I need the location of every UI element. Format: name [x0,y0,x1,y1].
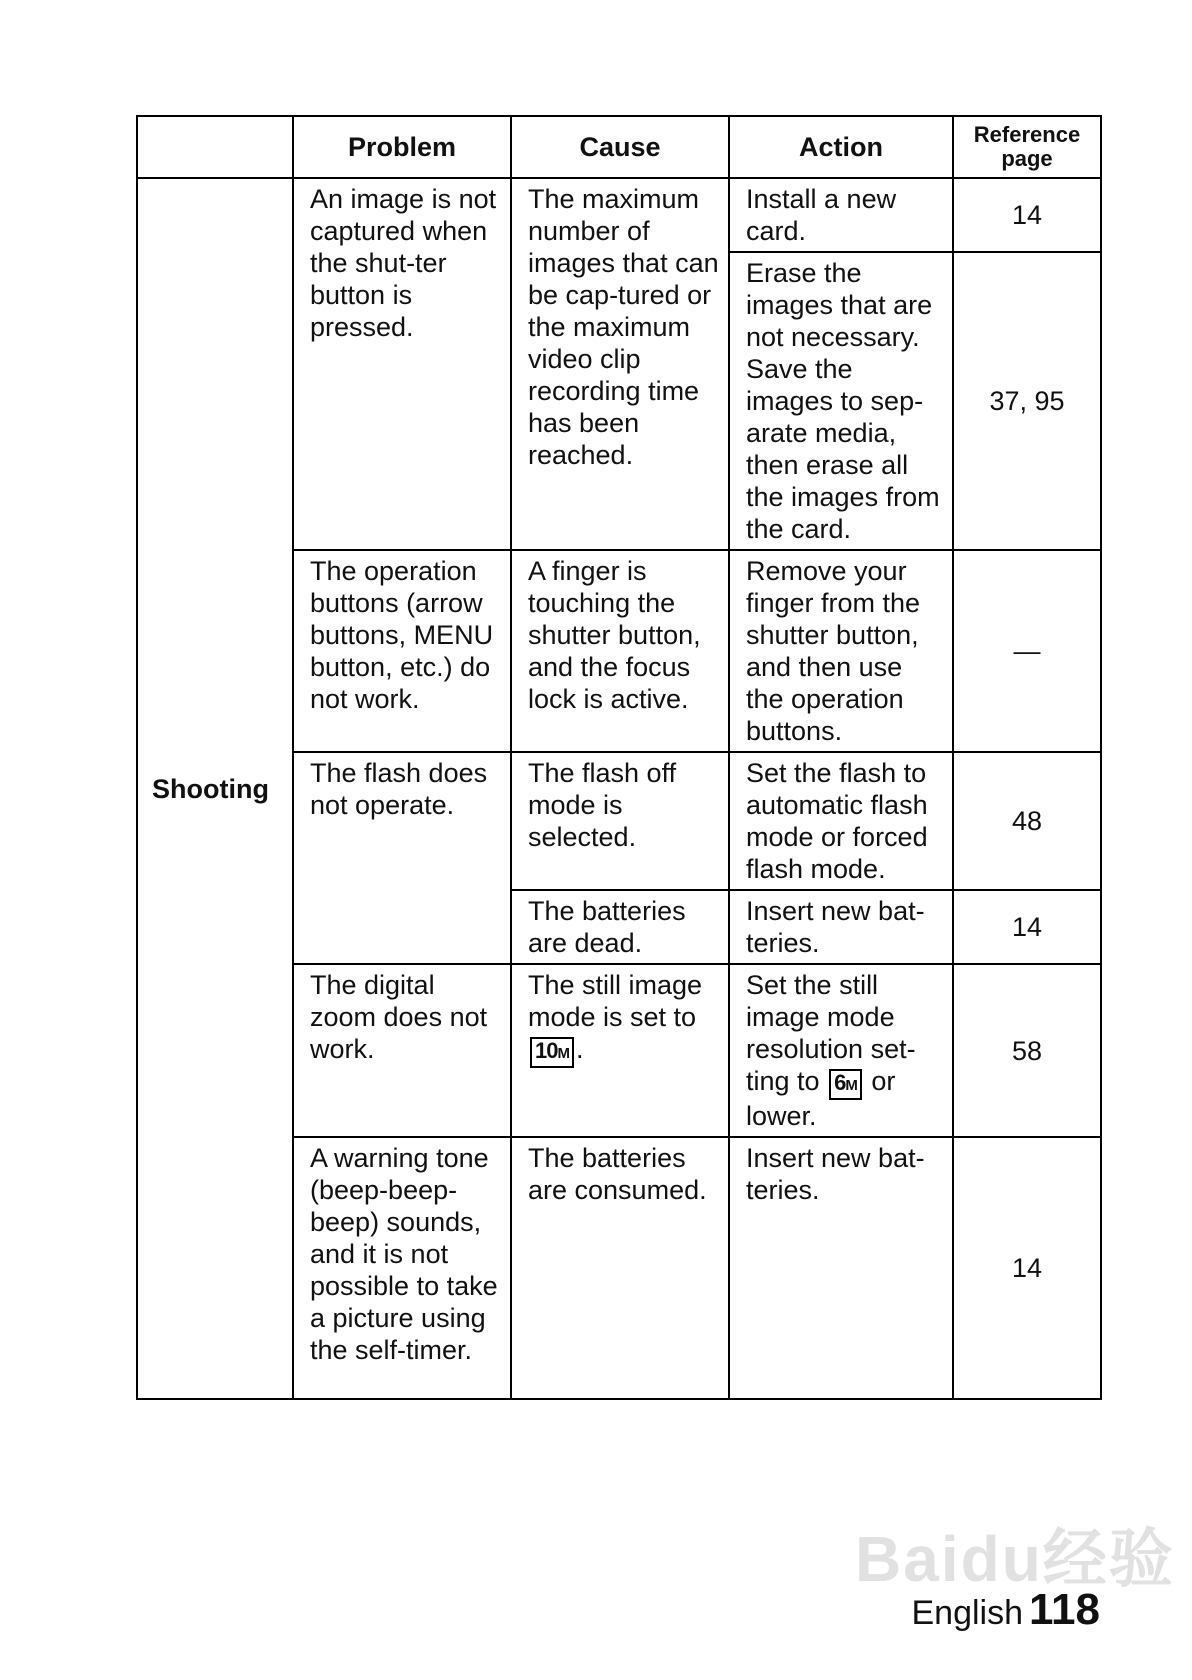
reference-page-cell: 48 [953,752,1101,890]
action-cell: Insert new bat-teries. [729,1137,953,1399]
reference-page-cell: 14 [953,890,1101,964]
problem-cell: The operation buttons (arrow buttons, MENU button, etc.) do not work. [293,550,511,752]
category-shooting: Shooting [137,178,293,1399]
cause-text: The still image mode is set to [528,970,703,1032]
action-cell: Insert new bat-teries. [729,890,953,964]
troubleshooting-table [136,115,1102,1400]
header-problem: Problem [293,116,511,178]
problem-cell: The flash does not operate. [293,752,511,964]
action-cell: Set the flash to automatic flash mode or forced flash mode. [729,752,953,890]
header-action: Action [729,116,953,178]
resolution-6m-icon [829,1069,862,1100]
header-reference-page: Reference page [953,116,1101,178]
table-header-row [137,116,1101,178]
action-text: Set the still image mode resolution set-ting to [746,970,916,1096]
page-number: 118 [1029,1585,1100,1634]
header-cause: Cause [511,116,729,178]
action-cell: Remove your finger from the shutter button, and then use the operation buttons. [729,550,953,752]
reference-page-cell: — [953,550,1101,752]
problem-cell: A warning tone (beep-beep-beep) sounds, and it is not possible to take a picture using the self-timer. [293,1137,511,1399]
reference-page-cell: 14 [953,178,1101,252]
footer-language: English [911,1594,1024,1632]
action-cell: Erase the images that are not necessary. Save the images to sep-arate media, then erase all the images from the card. [729,252,953,550]
badge-unit: M [557,1045,569,1062]
cause-cell: A finger is touching the shutter button, and the focus lock is active. [511,550,729,752]
page-footer [912,1585,1101,1635]
cause-cell: The batteries are consumed. [511,1137,729,1399]
table-row [137,178,1101,252]
cause-cell: The batteries are dead. [511,890,729,964]
cause-cell [511,964,729,1137]
cause-text-end: . [575,1034,584,1064]
action-cell: Install a new card. [729,178,953,252]
cause-cell: The maximum number of images that can be cap-tured or the maximum video clip recording time has been reached. [511,178,729,550]
badge-number: 10 [535,1038,558,1063]
reference-page-cell: 58 [953,964,1101,1137]
action-cell [729,964,953,1137]
reference-page-cell: 14 [953,1137,1101,1399]
baidu-watermark: Baidu经验 [855,1523,1175,1595]
badge-unit: M [845,1077,857,1094]
action-text-end: or lower. [746,1066,896,1131]
badge-number: 6 [834,1070,846,1095]
resolution-10m-icon [530,1037,574,1068]
header-blank [137,116,293,178]
reference-page-cell: 37, 95 [953,252,1101,550]
problem-cell: The digital zoom does not work. [293,964,511,1137]
problem-cell: An image is not captured when the shut-ter button is pressed. [293,178,511,550]
cause-cell: The flash off mode is selected. [511,752,729,890]
